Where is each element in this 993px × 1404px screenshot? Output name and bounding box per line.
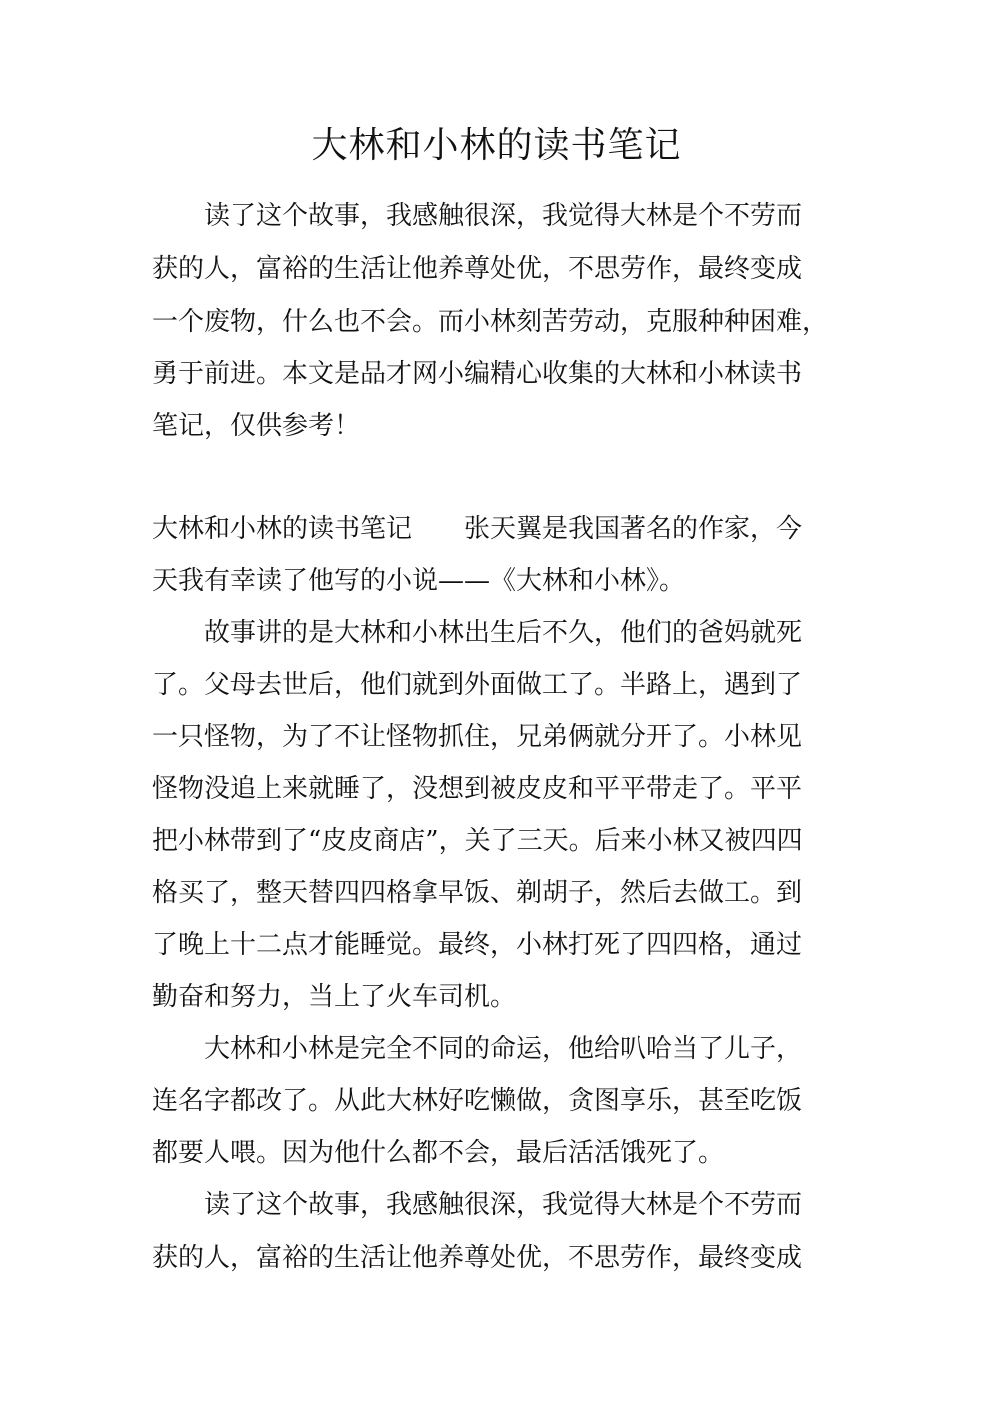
text-line: 了。父母去世后，他们就到外面做工了。半路上，遇到了	[152, 670, 803, 700]
text-line: 一个废物，什么也不会。而小林刻苦劳动，克服种种困难，	[152, 307, 829, 337]
text-line: 读了这个故事，我感触很深，我觉得大林是个不劳而	[204, 1190, 803, 1220]
text-line: 勇于前进。本文是品才网小编精心收集的大林和小林读书	[152, 359, 803, 389]
text-line: 格买了，整天替四四格拿早饭、剃胡子，然后去做工。到	[152, 878, 803, 908]
text-line: 都要人喂。因为他什么都不会，最后活活饿死了。	[152, 1138, 725, 1168]
text-line: 天我有幸读了他写的小说——《大林和小林》。	[152, 566, 686, 596]
text-line: 大林和小林的读书笔记 张天翼是我国著名的作家，今	[152, 514, 803, 544]
text-line: 勤奋和努力，当上了火车司机。	[152, 982, 517, 1012]
text-line: 怪物没追上来就睡了，没想到被皮皮和平平带走了。平平	[152, 774, 803, 804]
text-line: 笔记，仅供参考！	[152, 411, 361, 441]
text-line: 连名字都改了。从此大林好吃懒做，贪图享乐，甚至吃饭	[152, 1086, 803, 1116]
text-line: 故事讲的是大林和小林出生后不久，他们的爸妈就死	[204, 618, 803, 648]
text-line: 获的人，富裕的生活让他养尊处优，不思劳作，最终变成	[152, 1243, 803, 1273]
text-line: 了晚上十二点才能睡觉。最终，小林打死了四四格，通过	[152, 930, 803, 960]
text-line: 获的人，富裕的生活让他养尊处优，不思劳作，最终变成	[152, 254, 803, 284]
text-line: 大林和小林是完全不同的命运，他给叭哈当了儿子，	[204, 1034, 803, 1064]
text-line: 读了这个故事，我感触很深，我觉得大林是个不劳而	[204, 201, 803, 231]
page-title: 大林和小林的读书笔记	[311, 125, 682, 166]
text-line: 一只怪物，为了不让怪物抓住，兄弟俩就分开了。小林见	[152, 722, 803, 752]
text-line: 把小林带到了“皮皮商店”，关了三天。后来小林又被四四	[152, 826, 803, 856]
